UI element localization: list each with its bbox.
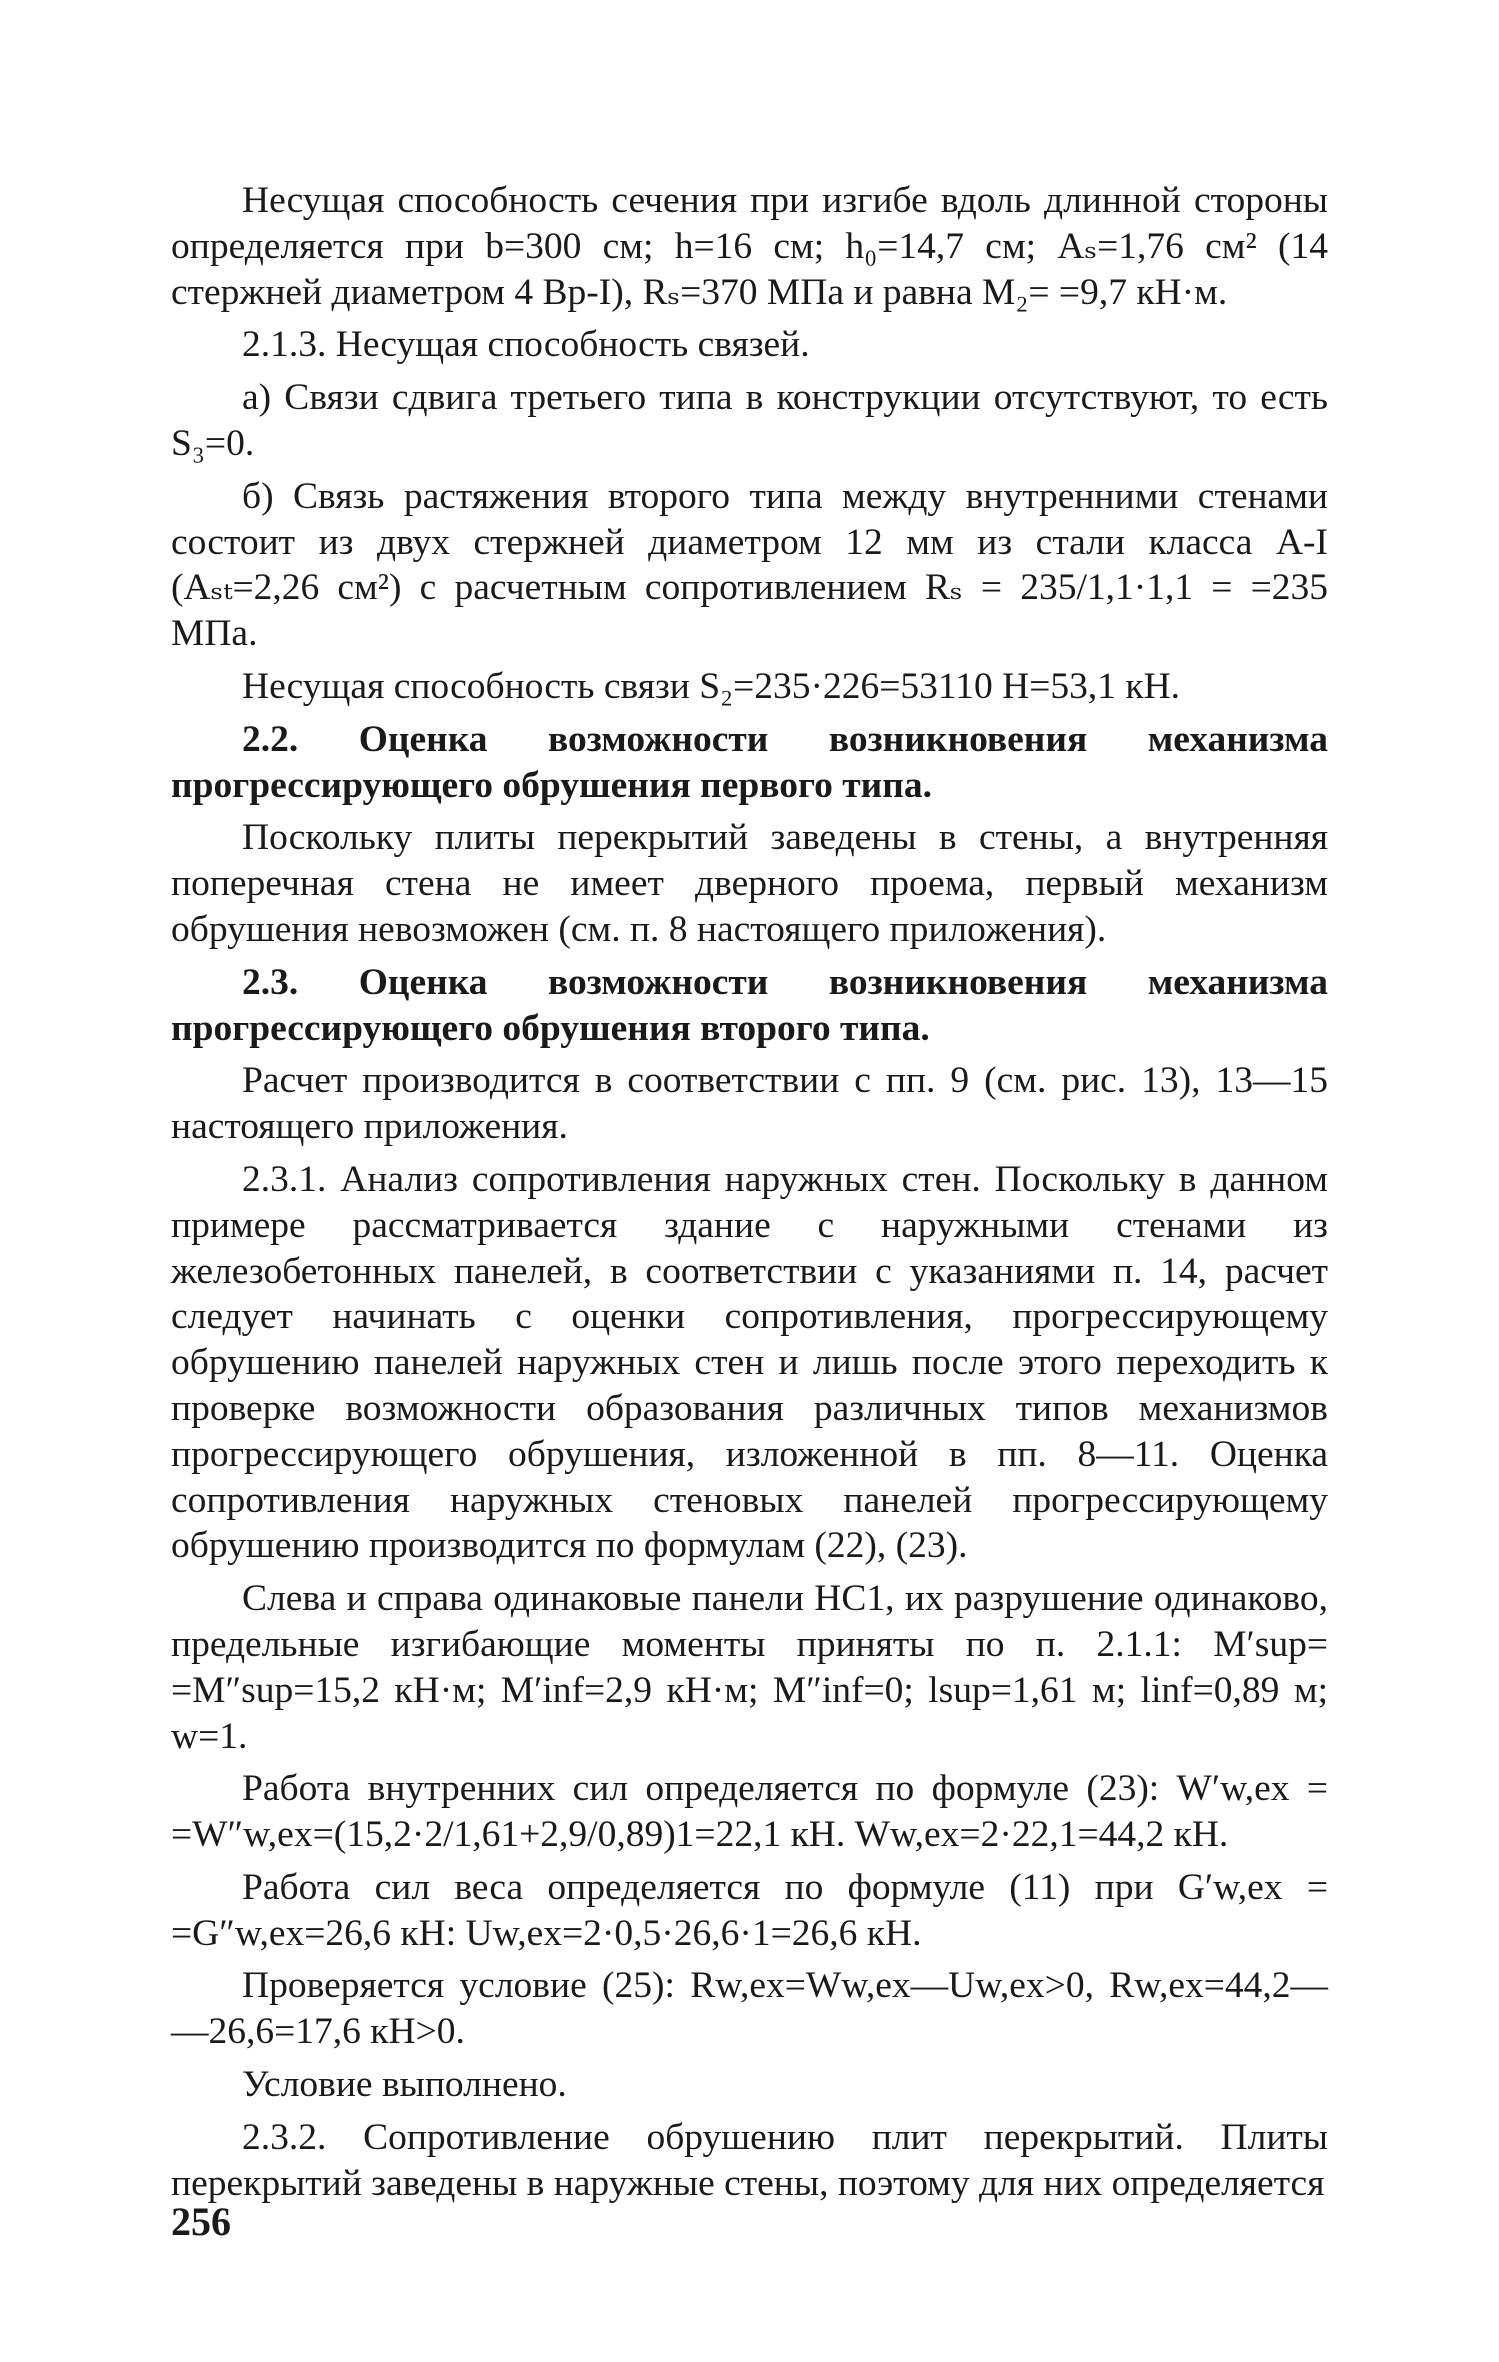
paragraph-internal-work: Работа внутренних сил определяется по формуле (23): W′w,ex = =W″w,ex=(15,2·2/1,61+2,9/0,89)1=22,1 кН. Ww,ex=2·22,1=44,2 кН. (171, 1768, 1328, 1856)
paragraph-first-mechanism: Поскольку плиты перекрытий заведены в стены, а внутренняя поперечная стена не имеет дверного проема, первый механизм обрушения невозможен (см. п. 8 настоящего приложения). (171, 817, 1328, 950)
paragraph-item-a: а) Связи сдвига третьего типа в конструкции отсутствуют, то есть S₃=0. (171, 377, 1328, 464)
paragraph-panels: Слева и справа одинаковые панели НС1, их разрушение одинаково, предельные изгибающие моменты приняты по п. 2.1.1: M′sup= =M″sup=15,2 кН·м; M′inf=2,9 кН·м; M″inf=0; lsup=1,61 м; linf=0,89 м; w=1. (171, 1578, 1328, 1757)
heading-2-3: 2.3. Оценка возможности возникновения механизма прогрессирующего обрушения второго типа. (171, 961, 1328, 1049)
page-number: 256 (171, 2199, 231, 2244)
paragraph-gravity-work: Работа сил веса определяется по формуле (11) при G′w,ex = =G″w,ex=26,6 кН: Uw,ex=2·0,5·26,6·1=26,6 кН. (171, 1866, 1328, 1954)
paragraph-2-3-1: 2.3.1. Анализ сопротивления наружных стен. Поскольку в данном примере рассматривается здание с наружными стенами из железобетонных панелей, в соответствии с указаниями п. 14, расчет следует начинать с оценки сопротивления, прогрессирующему обрушению панелей наружных стен и лишь после этого переходить к проверке возможности образования различных типов механизмов прогрессирующего обрушения, изложенной в пп. 8—11. Оценка сопротивления наружных стеновых панелей прогрессирующему обрушению производится по формулам (22), (23). (171, 1158, 1328, 1567)
paragraph-section-strength: Несущая способность сечения при изгибе вдоль длинной стороны определяется при b=300 см; h=16 см; h₀=14,7 см; Aₛ=1,76 см² (14 стержней диаметром 4 Вр-I), Rₛ=370 МПа и равна M₂= =9,7 кН·м. (171, 180, 1328, 313)
paragraph-link-capacity: Несущая способность связи S₂=235·226=53110 Н=53,1 кН. (242, 665, 1181, 707)
paragraph-item-b: б) Связь растяжения второго типа между внутренними стенами состоит из двух стержней диаметром 12 мм из стали класса А-I (Aₛₜ=2,26 см²) с расчетным сопротивлением Rₛ = 235/1,1·1,1 = =235 МПа. (171, 475, 1328, 655)
paragraph-condition-check: Проверяется условие (25): Rw,ex=Ww,ex—Uw,ex>0, Rw,ex=44,2— —26,6=17,6 кН>0. (171, 1965, 1328, 2053)
paragraph-condition-met: Условие выполнено. (242, 2064, 567, 2106)
heading-2-2: 2.2. Оценка возможности возникновения механизма прогрессирующего обрушения первого типа. (171, 718, 1328, 806)
heading-2-1-3: 2.1.3. Несущая способность связей. (242, 324, 810, 366)
paragraph-2-3-2: 2.3.2. Сопротивление обрушению плит перекрытий. Плиты перекрытий заведены в наружные стены, поэтому для них определяется (171, 2116, 1328, 2204)
paragraph-calculation: Расчет производится в соответствии с пп. 9 (см. рис. 13), 13—15 настоящего приложения. (171, 1060, 1328, 1148)
